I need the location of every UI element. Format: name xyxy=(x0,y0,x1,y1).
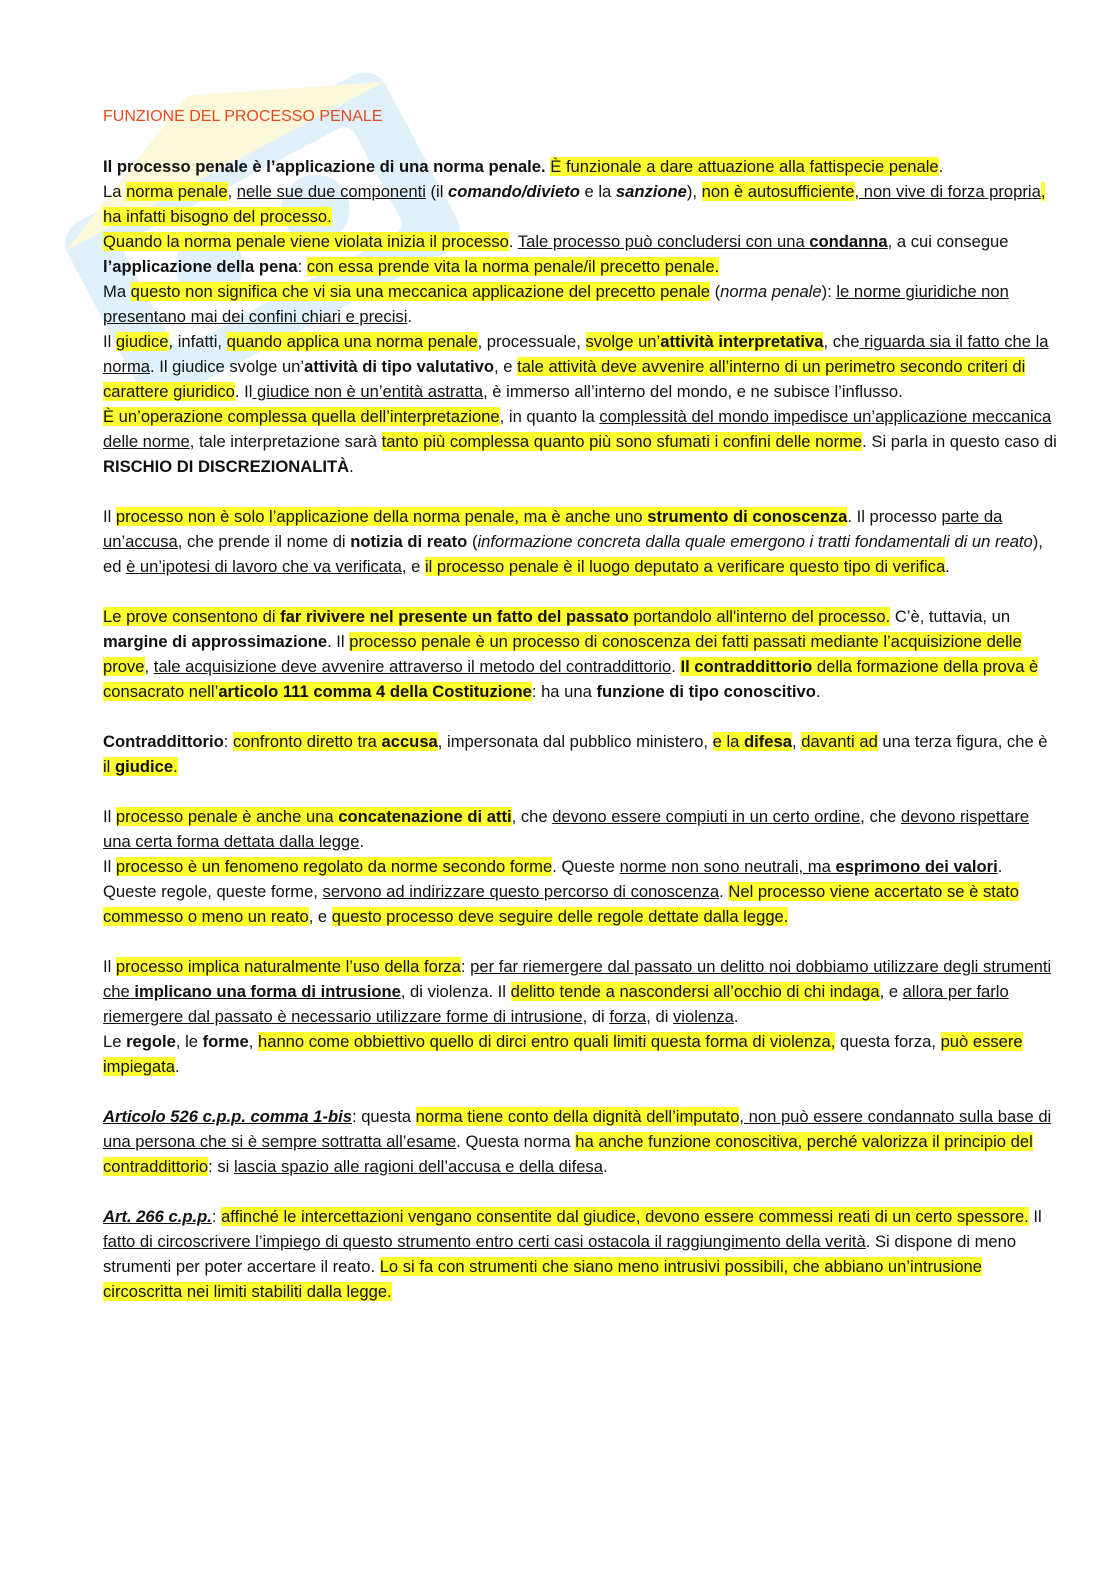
text-run: , di xyxy=(646,1007,673,1026)
paragraph-line xyxy=(103,229,1058,279)
text-run: Il xyxy=(103,857,116,876)
text-run: Art. 266 c.p.p. xyxy=(103,1207,212,1226)
text-run: norma penale xyxy=(126,182,228,201)
text-run: processo è un fenomeno regolato da norme secondo forme xyxy=(115,857,553,876)
text-run: norma tiene conto della dignità dell’imputato xyxy=(415,1107,740,1126)
text-run: Ma xyxy=(103,282,131,301)
text-run: , a cui consegue xyxy=(887,232,1009,251)
text-run: attività di tipo valutativo xyxy=(304,357,495,376)
text-run: , e xyxy=(308,907,332,926)
text-run: Le prove consentono di xyxy=(103,607,281,626)
paragraph xyxy=(103,729,1058,779)
text-run: processo non è solo l’applicazione della norma penale, ma è anche uno xyxy=(115,507,648,526)
paragraph xyxy=(103,504,1058,579)
paragraph-line xyxy=(103,604,1058,704)
text-run: devono rispettare una certa forma dettata dalla legge xyxy=(103,807,1030,851)
text-run: devono essere compiuti in un certo ordine xyxy=(552,807,861,826)
text-run: forme xyxy=(202,1032,249,1051)
text-run: implicano una forma di intrusione xyxy=(134,982,401,1001)
paragraph-line xyxy=(103,154,1058,179)
text-run: far rivivere nel presente un fatto del passato xyxy=(280,607,629,626)
text-run: Il xyxy=(103,807,116,826)
text-run: articolo 111 comma 4 della Costituzione xyxy=(218,682,532,701)
text-run: , le xyxy=(175,1032,203,1051)
text-run: . Il xyxy=(327,632,350,651)
paragraph xyxy=(103,804,1058,929)
paragraph xyxy=(103,954,1058,1079)
text-run: comando/divieto xyxy=(448,182,580,201)
text-run: , non vive di forza propria xyxy=(854,182,1041,201)
text-run: . Il xyxy=(234,382,253,401)
text-run: (il xyxy=(425,182,449,201)
text-run: , xyxy=(144,657,154,676)
text-run: norma penale xyxy=(720,282,822,301)
text-run: accusa xyxy=(381,732,438,751)
text-run: servono ad indirizzare questo percorso di conoscenza xyxy=(322,882,720,901)
text-run: . xyxy=(508,232,518,251)
text-run: questo non significa che vi sia una meccanica applicazione del precetto penale xyxy=(130,282,710,301)
text-run: forza xyxy=(609,1007,647,1026)
text-run: per far riemergere dal passato un delitto noi dobbiamo utilizzare degli strumenti che xyxy=(103,957,1052,1001)
paragraph-line xyxy=(103,504,1058,579)
text-run: , non può essere condannato sulla base di una persona che si è sempre sottratta all’esame xyxy=(103,1107,1052,1151)
text-run: , infatti, xyxy=(168,332,227,351)
text-run: . xyxy=(671,657,681,676)
text-run: , e xyxy=(494,357,518,376)
text-run: allora per farlo riemergere dal passato è necessario utilizzare forme di intrusione xyxy=(103,982,1009,1026)
text-run: È un’operazione complessa quella dell’interpretazione xyxy=(103,407,500,426)
text-run: , è immerso all’interno del mondo, e ne subisce l’influsso. xyxy=(483,382,903,401)
text-run: confronto diretto tra xyxy=(232,732,382,751)
text-run: , di xyxy=(582,1007,610,1026)
text-run: , processuale, xyxy=(477,332,586,351)
text-run: : si xyxy=(208,1157,234,1176)
paragraph-line xyxy=(103,1029,1058,1079)
text-run: , e xyxy=(401,557,425,576)
text-run: . xyxy=(349,457,354,476)
text-run: . xyxy=(997,857,1003,876)
text-run: Quando la norma penale viene violata inizia il processo xyxy=(103,232,509,251)
text-run: . xyxy=(938,157,944,176)
text-run: , xyxy=(248,1032,258,1051)
paragraph-line xyxy=(103,1204,1058,1304)
text-run: portandolo all'interno del processo. xyxy=(628,607,891,626)
paragraph-line xyxy=(103,404,1058,479)
paragraph-line xyxy=(103,279,1058,329)
text-run: : xyxy=(223,732,233,751)
text-run: questa forza, xyxy=(835,1032,941,1051)
text-run: della formazione della prova è consacrato nell’ xyxy=(103,657,1039,701)
paragraph xyxy=(103,1104,1058,1179)
text-run: : xyxy=(211,1207,222,1226)
text-run: , in quanto la xyxy=(499,407,600,426)
text-run: tanto più complessa quanto più sono sfumati i confini delle norme xyxy=(381,432,863,451)
paragraph-line xyxy=(103,954,1058,1029)
text-run: difesa xyxy=(744,732,792,751)
text-run: , di violenza. Il xyxy=(400,982,511,1001)
text-run: con essa prende vita la norma penale/il precetto penale. xyxy=(306,257,720,276)
text-run: ): xyxy=(821,282,837,301)
text-run: processo penale è anche una xyxy=(115,807,339,826)
text-run: non è autosufficiente xyxy=(701,182,855,201)
text-run: condanna xyxy=(809,232,888,251)
text-run: Il processo penale è l’applicazione di una norma penale. xyxy=(103,157,546,176)
text-run: , che xyxy=(860,807,901,826)
text-run: giudice xyxy=(114,757,174,776)
text-run: davanti ad xyxy=(801,732,878,751)
text-run: Lo si fa con strumenti che siano meno intrusivi possibili, che abbiano un’intrusione circoscritta nei limiti stabiliti dalla legge. xyxy=(103,1257,983,1301)
text-run: affinché le intercettazioni vengano consentite dal giudice, devono essere commessi reati di un certo spessore. xyxy=(221,1207,1029,1226)
text-run: ( xyxy=(467,532,478,551)
text-run: il xyxy=(103,757,115,776)
text-run: una terza figura, che è xyxy=(877,732,1048,751)
text-run: . Il processo xyxy=(847,507,942,526)
text-run: Il xyxy=(103,332,116,351)
paragraph-line xyxy=(103,804,1058,854)
paragraph-line xyxy=(103,854,1058,879)
text-run: e la xyxy=(712,732,745,751)
text-run: RISCHIO DI DISCREZIONALITÀ xyxy=(103,457,350,476)
text-run: processo implica naturalmente l’uso della forza xyxy=(115,957,461,976)
text-run: Tale processo può concludersi con una xyxy=(517,232,810,251)
text-run: . xyxy=(359,832,365,851)
text-run: strumento di conoscenza xyxy=(647,507,848,526)
text-run: Nel processo viene accertato se è stato commesso o meno un reato xyxy=(103,882,1019,926)
paragraph-line xyxy=(103,329,1058,404)
text-run: . Si parla in questo caso di xyxy=(862,432,1057,451)
text-run: attività interpretativa xyxy=(660,332,824,351)
paragraph-line xyxy=(103,879,1058,929)
text-run: può essere impiegata xyxy=(103,1032,1023,1076)
text-run: le norme giuridiche non presentano mai dei confini chiari e precisi xyxy=(103,282,1009,326)
text-run: giudice xyxy=(115,332,169,351)
text-run: . xyxy=(815,682,821,701)
text-run: . Si dispone di meno strumenti per poter accertare il reato. xyxy=(103,1232,1017,1276)
text-run: . xyxy=(945,557,950,576)
text-run: e la xyxy=(579,182,616,201)
paragraph xyxy=(103,604,1058,704)
text-run: ), xyxy=(686,182,702,201)
text-run: norme non sono neutrali, ma xyxy=(619,857,836,876)
text-run: : ha una xyxy=(531,682,597,701)
text-run: . xyxy=(407,307,413,326)
text-run: ( xyxy=(709,282,721,301)
text-run: : questa xyxy=(351,1107,416,1126)
text-run: fatto di circoscrivere l’impiego di questo strumento entro certi casi ostacola il raggiungimento della verità xyxy=(103,1232,866,1251)
text-run: , che xyxy=(511,807,553,826)
text-run: funzione di tipo conoscitivo xyxy=(596,682,816,701)
text-run: notizia di reato xyxy=(350,532,468,551)
text-run: Il xyxy=(103,507,116,526)
text-run: concatenazione di atti xyxy=(338,807,512,826)
text-run: delitto tende a nascondersi all’occhio di chi indaga xyxy=(510,982,880,1001)
text-run: È funzionale a dare attuazione alla fattispecie penale xyxy=(550,157,939,176)
text-run: . xyxy=(602,1157,608,1176)
text-run: Il xyxy=(1028,1207,1042,1226)
text-run: , che xyxy=(823,332,860,351)
text-run: il processo penale è il luogo deputato a verificare questo tipo di verifica xyxy=(424,557,946,576)
text-run: margine di approssimazione xyxy=(103,632,328,651)
text-run: La xyxy=(103,182,127,201)
text-run: complessità del mondo impedisce un’applicazione meccanica delle norme xyxy=(103,407,1052,451)
text-run: . xyxy=(174,1057,180,1076)
text-run: tale acquisizione deve avvenire attraverso il metodo del contraddittorio xyxy=(153,657,672,676)
paragraph-line xyxy=(103,729,1058,779)
text-run: ), ed xyxy=(103,532,1043,576)
paragraph xyxy=(103,154,1058,479)
text-run: . xyxy=(173,757,178,776)
text-run: Articolo 526 c.p.p. comma 1-bis xyxy=(103,1107,352,1126)
text-run: : xyxy=(460,957,471,976)
text-run: violenza xyxy=(673,1007,734,1026)
text-run: informazione concreta dalla quale emergono i tratti fondamentali di un reato xyxy=(477,532,1033,551)
text-run: , impersonata dal pubblico ministero, xyxy=(437,732,713,751)
text-run: hanno come obbiettivo quello di dirci entro quali limiti questa forma di violenza, xyxy=(257,1032,836,1051)
text-run: , che prende il nome di xyxy=(177,532,351,551)
text-run: processo penale è un processo di conoscenza dei fatti passati mediante l’acquisizione delle prove xyxy=(103,632,1022,676)
text-run: lascia spazio alle ragioni dell’accusa e della difesa xyxy=(233,1157,603,1176)
text-run: . xyxy=(733,1007,739,1026)
text-run: è un’ipotesi di lavoro che va verificata xyxy=(126,557,402,576)
text-run: ha anche funzione conoscitiva, perché valorizza il principio del contraddittorio xyxy=(103,1132,1033,1176)
text-run: . xyxy=(719,882,729,901)
text-run: , ha infatti bisogno del processo. xyxy=(103,182,1046,226)
text-run: , xyxy=(791,732,802,751)
text-run: Contraddittorio xyxy=(103,732,224,751)
text-run: giudice non è un’entità astratta xyxy=(252,382,484,401)
text-run: , xyxy=(227,182,237,201)
text-run: , e xyxy=(879,982,903,1001)
text-run: regole xyxy=(126,1032,176,1051)
text-run: quando applica una norma penale xyxy=(226,332,478,351)
text-run: tale attività deve avvenire all’interno di un perimetro secondo criteri di carattere giuridico xyxy=(103,357,1026,401)
document-content xyxy=(103,154,1058,1304)
paragraph xyxy=(103,1204,1058,1304)
text-run: . Queste xyxy=(552,857,620,876)
text-run: nelle sue due componenti xyxy=(236,182,426,201)
text-run: , tale interpretazione sarà xyxy=(189,432,382,451)
text-run: Il xyxy=(103,957,116,976)
paragraph-line xyxy=(103,1104,1058,1179)
text-run: parte da un’accusa xyxy=(103,507,1003,551)
text-run: Il contraddittorio xyxy=(680,657,813,676)
text-run: . Questa norma xyxy=(456,1132,576,1151)
text-run: l’applicazione della pena xyxy=(103,257,298,276)
text-run: : xyxy=(297,257,307,276)
text-run: Le xyxy=(103,1032,127,1051)
text-run: esprimono dei valori xyxy=(835,857,998,876)
text-run: C’è, tuttavia, un xyxy=(890,607,1011,626)
text-run: riguarda sia il fatto che la norma xyxy=(103,332,1049,376)
document-body xyxy=(103,104,1058,1329)
page-title: FUNZIONE DEL PROCESSO PENALE xyxy=(103,108,383,125)
text-run: . Il giudice svolge un’ xyxy=(150,357,305,376)
text-run: questo processo deve seguire delle regole dettate dalla legge. xyxy=(331,907,789,926)
paragraph-line xyxy=(103,179,1058,229)
text-run: sanzione xyxy=(615,182,687,201)
text-run: Queste regole, queste forme, xyxy=(103,882,323,901)
text-run: svolge un’ xyxy=(585,332,661,351)
